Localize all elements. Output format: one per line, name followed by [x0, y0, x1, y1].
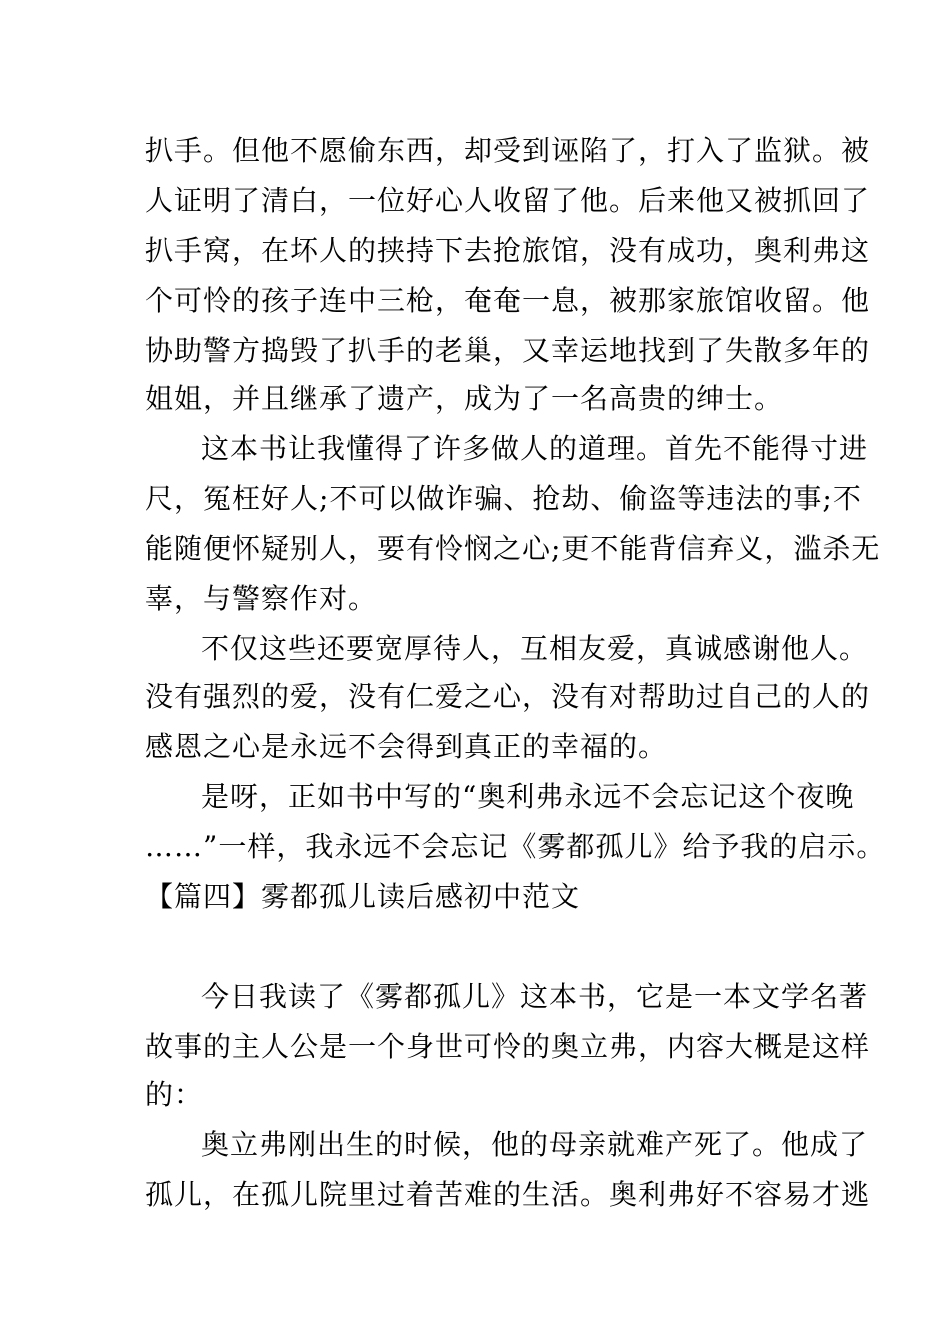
text-line: 的： [145, 1078, 204, 1111]
text-line: ……”一样，我永远不会忘记《雾都孤儿》给予我的启示。 [145, 830, 886, 863]
paragraph-first-line: 奥立弗刚出生的时候，他的母亲就难产死了。他成了 [201, 1128, 869, 1161]
text-line: 孤儿，在孤儿院里过着苦难的生活。奥利弗好不容易才逃 [145, 1178, 871, 1211]
text-line: 能随便怀疑别人，要有怜悯之心;更不能背信弃义，滥杀无 [145, 532, 881, 565]
paragraph-first-line: 不仅这些还要宽厚待人，互相友爱，真诚感谢他人。 [201, 632, 869, 665]
paragraph-first-line: 这本书让我懂得了许多做人的道理。首先不能得寸进 [201, 432, 869, 465]
text-line: 扒手窝，在坏人的挟持下去抢旅馆，没有成功，奥利弗这 [145, 234, 871, 267]
text-line: 辜，与警察作对。 [145, 582, 378, 615]
text-line: 姐姐，并且继承了遗产，成为了一名高贵的绅士。 [145, 382, 784, 415]
text-line: 个可怜的孩子连中三枪，奄奄一息，被那家旅馆收留。他 [145, 284, 871, 317]
text-line: 感恩之心是永远不会得到真正的幸福的。 [145, 730, 668, 763]
section-heading: 【篇四】雾都孤儿读后感初中范文 [145, 880, 581, 913]
text-line: 没有强烈的爱，没有仁爱之心，没有对帮助过自己的人的 [145, 680, 871, 713]
paragraph-first-line: 是呀，正如书中写的“奥利弗永远不会忘记这个夜晚 [201, 780, 855, 813]
paragraph-first-line: 今日我读了《雾都孤儿》这本书，它是一本文学名著 [201, 980, 869, 1013]
text-line: 尺，冤枉好人;不可以做诈骗、抢劫、偷盗等违法的事;不 [145, 482, 862, 515]
text-line: 协助警方捣毁了扒手的老巢，又幸运地找到了失散多年的 [145, 334, 871, 367]
text-line: 故事的主人公是一个身世可怜的奥立弗，内容大概是这样 [145, 1030, 871, 1063]
text-line: 人证明了清白，一位好心人收留了他。后来他又被抓回了 [145, 184, 871, 217]
text-line: 扒手。但他不愿偷东西，却受到诬陷了，打入了监狱。被 [145, 134, 871, 167]
